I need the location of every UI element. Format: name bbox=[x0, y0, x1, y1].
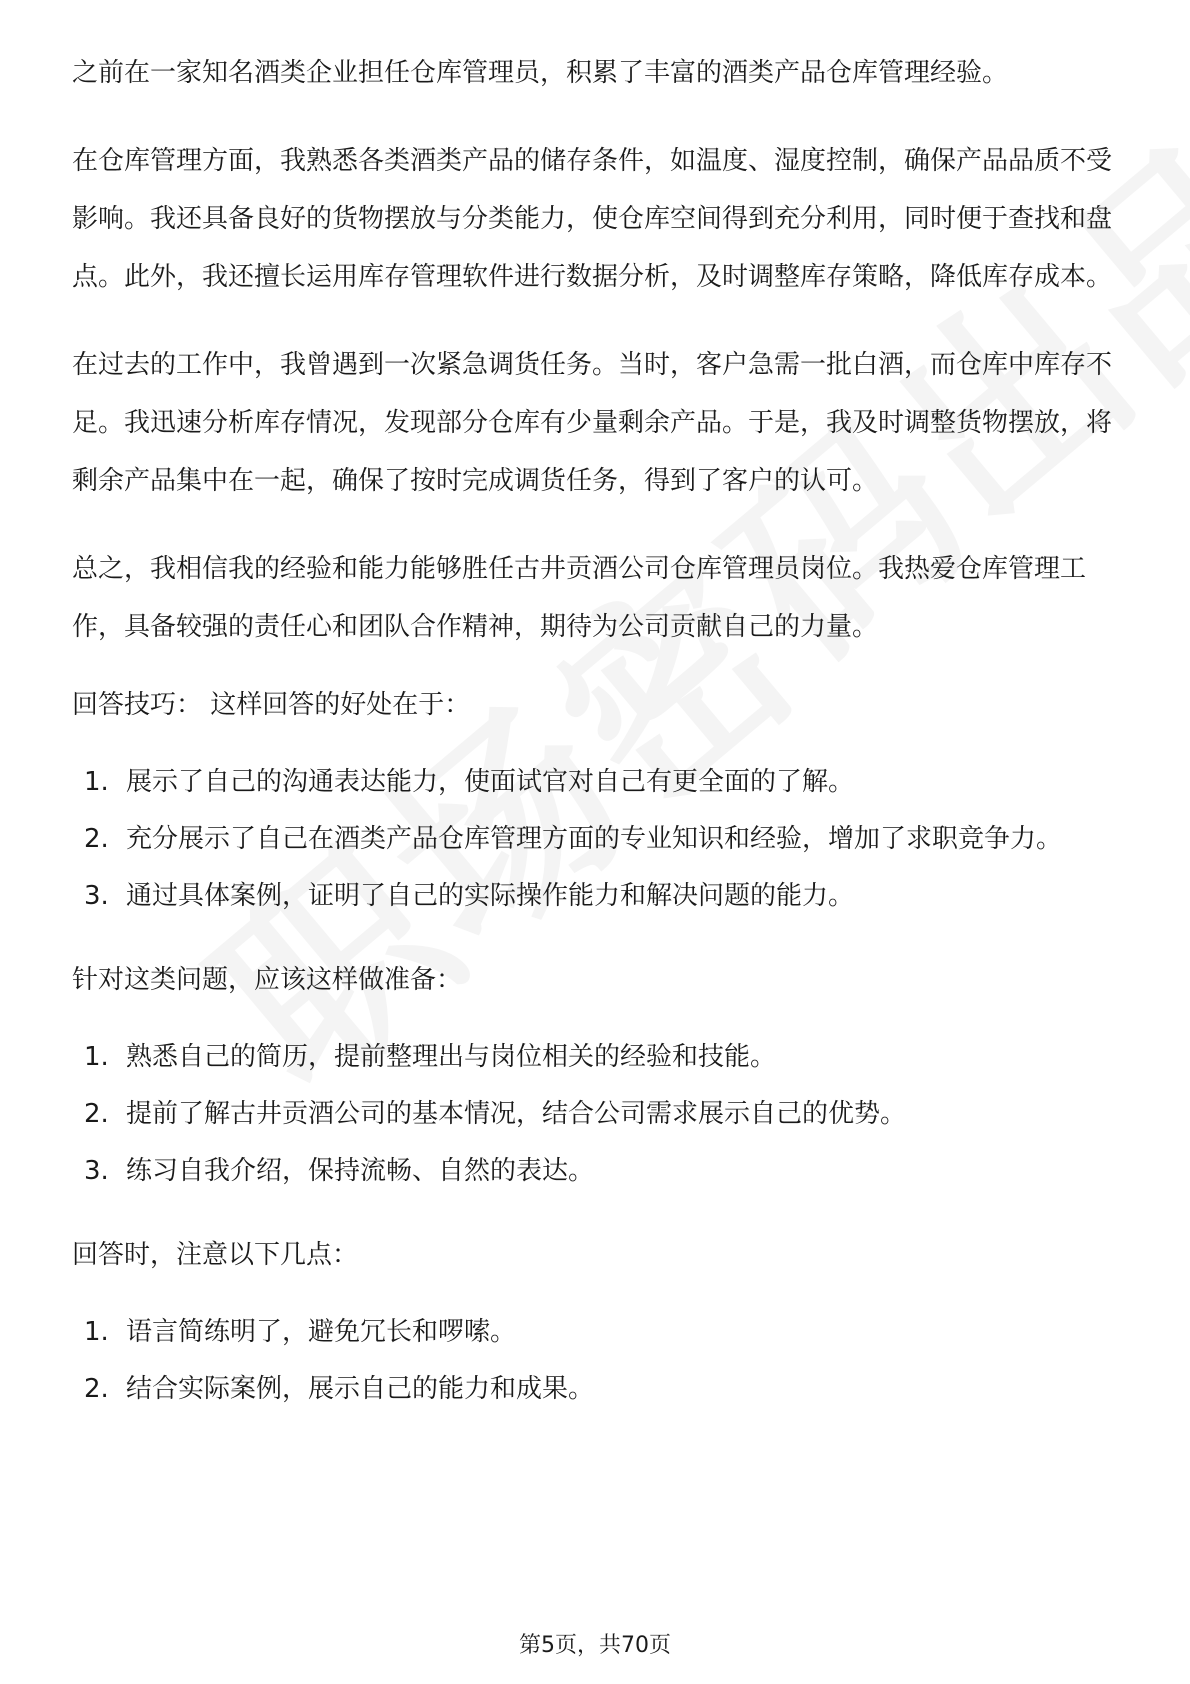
tips-heading: 回答技巧： 这样回答的好处在于： bbox=[72, 690, 471, 720]
list-number: 3. bbox=[84, 1156, 109, 1186]
list-item-text: 语言简练明了，避免冗长和啰嗦。 bbox=[126, 1317, 517, 1347]
list-item bbox=[72, 1086, 1122, 1143]
paragraph-warehouse-skills: 在仓库管理方面，我熟悉各类酒类产品的储存条件，如温度、湿度控制，确保产品品质不受影响。我还具备良好的货物摆放与分类能力，使仓库空间得到充分利用，同时便于查找和盘点。此外，我还擅长运用库存管理软件进行数据分析，及时调整库存策略，降低库存成本。 bbox=[72, 146, 1113, 292]
list-item-text: 练习自我介绍，保持流畅、自然的表达。 bbox=[126, 1156, 595, 1186]
page-number-footer: 第5页，共70页 bbox=[519, 1633, 671, 1658]
list-item-text: 提前了解古井贡酒公司的基本情况，结合公司需求展示自己的优势。 bbox=[126, 1099, 907, 1129]
list-number: 1. bbox=[84, 1042, 109, 1072]
paragraph-summary: 总之，我相信我的经验和能力能够胜任古井贡酒公司仓库管理员岗位。我热爱仓库管理工作，具备较强的责任心和团队合作精神，期待为公司贡献自己的力量。 bbox=[72, 554, 1087, 642]
notes-list bbox=[72, 1304, 1122, 1418]
list-item-text: 展示了自己的沟通表达能力，使面试官对自己有更全面的了解。 bbox=[126, 767, 855, 797]
prep-heading: 针对这类问题，应该这样做准备： bbox=[72, 965, 463, 995]
list-number: 2. bbox=[84, 1099, 109, 1129]
list-item-text: 熟悉自己的简历，提前整理出与岗位相关的经验和技能。 bbox=[126, 1042, 777, 1072]
list-item bbox=[72, 1361, 1122, 1418]
list-item bbox=[72, 811, 1122, 868]
list-number: 1. bbox=[84, 1317, 109, 1347]
list-item bbox=[72, 868, 1122, 925]
list-item bbox=[72, 1029, 1122, 1086]
list-number: 2. bbox=[84, 824, 109, 854]
notes-heading: 回答时，注意以下几点： bbox=[72, 1240, 359, 1270]
tips-list bbox=[72, 754, 1122, 925]
list-item-text: 结合实际案例，展示自己的能力和成果。 bbox=[126, 1374, 595, 1404]
list-item-text: 通过具体案例，证明了自己的实际操作能力和解决问题的能力。 bbox=[126, 881, 855, 911]
list-item bbox=[72, 1304, 1122, 1361]
list-number: 1. bbox=[84, 767, 109, 797]
paragraph-case-example: 在过去的工作中，我曾遇到一次紧急调货任务。当时，客户急需一批白酒，而仓库中库存不足。我迅速分析库存情况，发现部分仓库有少量剩余产品。于是，我及时调整货物摆放，将剩余产品集中在一起，确保了按时完成调货任务，得到了客户的认可。 bbox=[72, 350, 1113, 496]
list-item bbox=[72, 1143, 1122, 1200]
prep-list bbox=[72, 1029, 1122, 1200]
list-item-text: 充分展示了自己在酒类产品仓库管理方面的专业知识和经验，增加了求职竞争力。 bbox=[126, 824, 1063, 854]
document-body bbox=[72, 44, 1122, 1444]
list-item bbox=[72, 754, 1122, 811]
list-number: 3. bbox=[84, 881, 109, 911]
paragraph-experience: 之前在一家知名酒类企业担任仓库管理员，积累了丰富的酒类产品仓库管理经验。 bbox=[72, 58, 1009, 88]
list-number: 2. bbox=[84, 1374, 109, 1404]
